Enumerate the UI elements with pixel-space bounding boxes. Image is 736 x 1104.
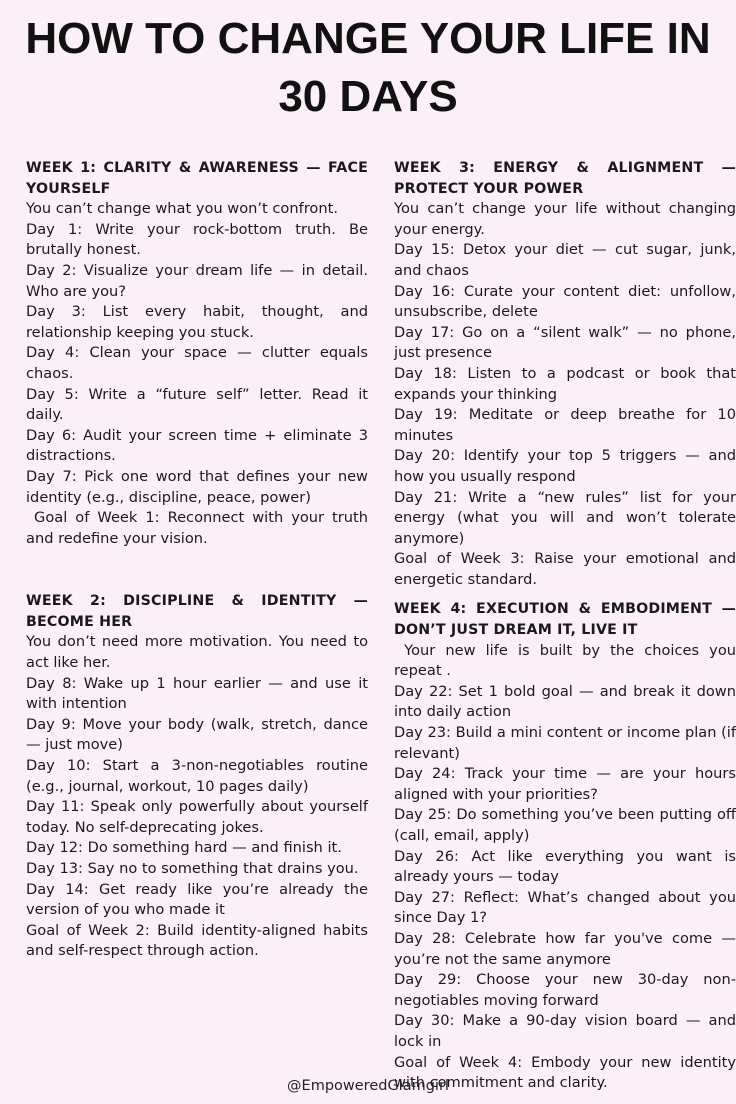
week-4-line: Day 24: Track your time — are your hours aligned with your priorities? xyxy=(394,765,736,803)
week-3-line: Day 21: Write a “new rules” list for your energy (what you will and won’t tolerate anymore) xyxy=(394,488,736,547)
week-3-line: Day 15: Detox your diet — cut sugar, junk, and chaos xyxy=(394,241,736,279)
right-column xyxy=(394,158,736,1094)
week-2-line: You don’t need more motivation. You need to act like her. xyxy=(26,633,368,672)
week-4-heading: WEEK 4: EXECUTION & EMBODIMENT — DON’T JUST DREAM IT, LIVE IT xyxy=(394,601,736,639)
week-1-line: Day 3: List every habit, thought, and relationship keeping you stuck. xyxy=(26,303,368,341)
week-1-line: Day 6: Audit your screen time + eliminate 3 distractions. xyxy=(26,426,368,465)
week-4-line: Day 28: Celebrate how far you've come — you’re not the same anymore xyxy=(394,929,736,968)
week-2-line: Day 13: Say no to something that drains you. xyxy=(26,860,359,877)
week-2-line: Day 11: Speak only powerfully about yourself today. No self-deprecating jokes. xyxy=(26,798,368,836)
week-3-line: Day 16: Curate your content diet: unfollow, unsubscribe, delete xyxy=(394,282,736,321)
week-1-goal: Goal of Week 1: Reconnect with your truth and redefine your vision. xyxy=(26,509,373,547)
week-1-section xyxy=(26,158,373,549)
week-3-goal: Goal of Week 3: Raise your emotional and energetic standard. xyxy=(394,550,736,588)
week-2-line: Day 12: Do something hard — and finish it. xyxy=(26,839,342,857)
week-4-line: Day 22: Set 1 bold goal — and break it down into daily action xyxy=(394,682,736,721)
week-4-section xyxy=(394,599,736,1093)
week-1-line: Day 4: Clean your space — clutter equals chaos. xyxy=(26,344,368,382)
week-2-line: Day 8: Wake up 1 hour earlier — and use it with intention xyxy=(26,674,368,713)
week-3-section xyxy=(394,158,736,590)
page-title: HOW TO CHANGE YOUR LIFE IN 30 DAYS xyxy=(25,14,711,121)
week-2-line: Day 14: Get ready like you’re already the version of you who made it xyxy=(26,880,368,919)
week-2-goal: Goal of Week 2: Build identity-aligned habits and self-respect through action. xyxy=(26,921,368,960)
week-4-line: Day 23: Build a mini content or income plan (if relevant) xyxy=(394,724,736,762)
week-4-line: Day 25: Do something you’ve been putting off (call, email, apply) xyxy=(394,806,736,844)
week-3-line: Day 20: Identify your top 5 triggers — and how you usually respond xyxy=(394,447,736,485)
week-1-heading: WEEK 1: CLARITY & AWARENESS — FACE YOURSELF xyxy=(26,160,368,197)
week-3-line: You can’t change your life without changing your energy. xyxy=(394,200,736,238)
week-1-line: Day 5: Write a “future self” letter. Read it daily. xyxy=(26,385,368,424)
week-2-line: Day 10: Start a 3-non-negotiables routine (e.g., journal, workout, 10 pages daily) xyxy=(26,757,368,795)
week-3-line: Day 17: Go on a “silent walk” — no phone, just presence xyxy=(394,323,736,362)
week-4-line: Day 30: Make a 90-day vision board — and lock in xyxy=(394,1012,736,1050)
week-2-line: Day 9: Move your body (walk, stretch, dance — just move) xyxy=(26,715,368,754)
week-4-line: Day 27: Reflect: What’s changed about you since Day 1? xyxy=(394,888,736,927)
week-3-heading: WEEK 3: ENERGY & ALIGNMENT — PROTECT YOUR POWER xyxy=(394,160,736,197)
week-1-line: Day 1: Write your rock-bottom truth. Be brutally honest. xyxy=(26,220,368,259)
week-1-line: You can’t change what you won’t confront. xyxy=(26,200,338,218)
week-4-line: Day 29: Choose your new 30-day non-negotiables moving forward xyxy=(394,971,736,1009)
week-4-intro: Your new life is built by the choices you repeat . xyxy=(394,641,736,680)
week-3-line: Day 19: Meditate or deep breathe for 10 minutes xyxy=(394,406,736,444)
week-2-heading: WEEK 2: DISCIPLINE & IDENTITY — BECOME HER xyxy=(26,593,368,630)
week-4-goal: Goal of Week 4: Embody your new identity with commitment and clarity. xyxy=(394,1053,736,1092)
week-2-section xyxy=(26,591,368,962)
week-3-line: Day 18: Listen to a podcast or book that expands your thinking xyxy=(394,364,736,403)
week-4-line: Day 26: Act like everything you want is already yours — today xyxy=(394,847,736,886)
week-1-line: Day 7: Pick one word that defines your new identity (e.g., discipline, peace, power) xyxy=(26,467,368,506)
author-handle: @EmpoweredGlamgirl xyxy=(287,1078,449,1094)
week-1-line: Day 2: Visualize your dream life — in detail. Who are you? xyxy=(26,261,368,300)
left-column xyxy=(26,158,373,962)
